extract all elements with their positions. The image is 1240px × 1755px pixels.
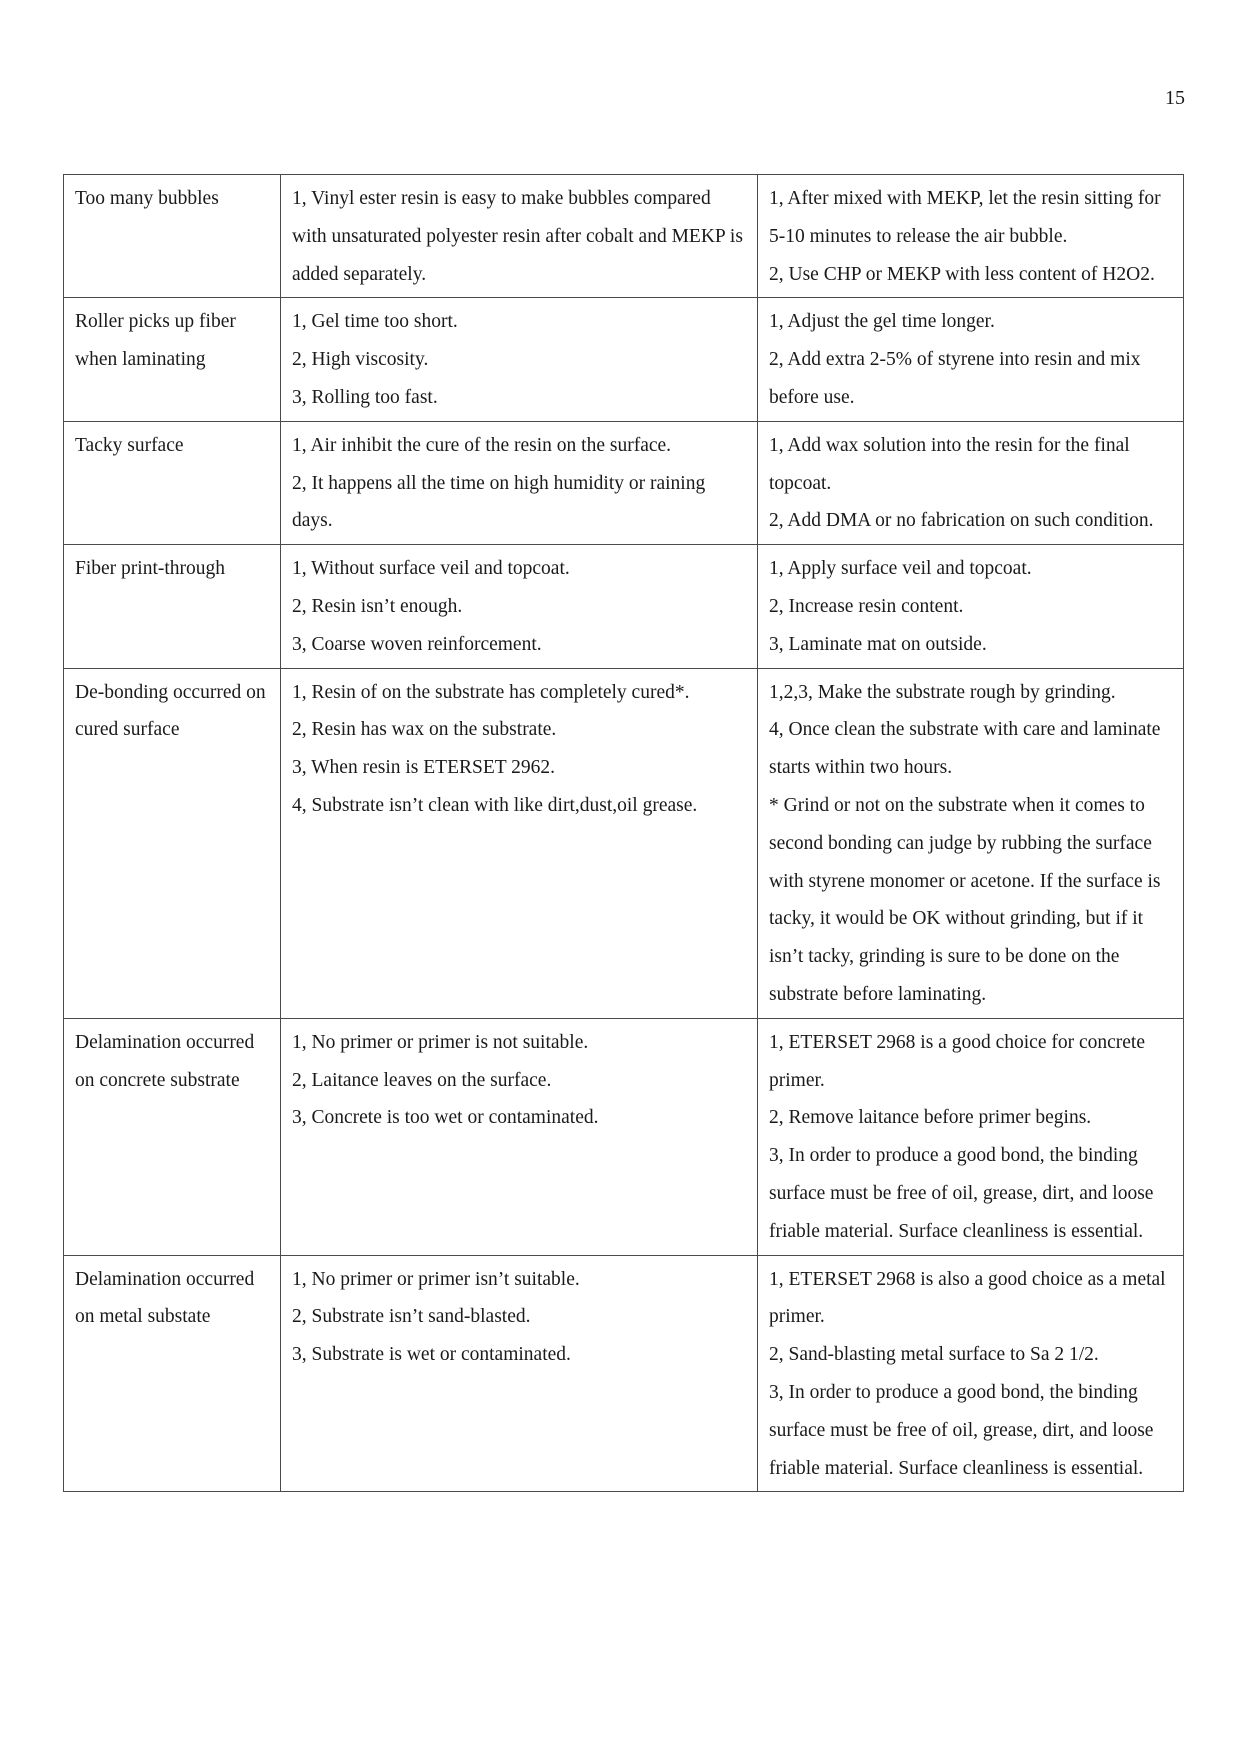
cell-line: 2, Substrate isn’t sand-blasted. (292, 1306, 531, 1328)
cell-line: 1, Without surface veil and topcoat. (292, 558, 570, 580)
cell-line: 2, Add extra 2-5% of styrene into resin and mix before use. (769, 349, 1141, 408)
cell-line: 1, After mixed with MEKP, let the resin sitting for 5-10 minutes to release the air bubble. (769, 188, 1161, 247)
table-row (64, 545, 1184, 668)
cell-line: 2, High viscosity. (292, 349, 429, 371)
cell-line: 3, Laminate mat on outside. (769, 633, 987, 655)
cell-line: 3, In order to produce a good bond, the binding surface must be free of oil, grease, dirt, and loose friable material. Surface cleanliness is essential. (769, 1381, 1154, 1479)
cell-line: 4, Once clean the substrate with care and laminate starts within two hours. (769, 719, 1161, 779)
cell-line: 1, Gel time too short. (292, 311, 458, 333)
table-row (64, 668, 1184, 1018)
problem-cell (64, 421, 281, 544)
solution-cell (758, 175, 1184, 298)
cell-line: De-bonding occurred on cured surface (75, 681, 266, 741)
cell-line: 1, Air inhibit the cure of the resin on the surface. (292, 434, 672, 456)
cell-line: 3, In order to produce a good bond, the binding surface must be free of oil, grease, dirt, and loose friable material. Surface cleanliness is essential. (769, 1145, 1154, 1242)
cause-cell (281, 175, 758, 298)
cell-line: Too many bubbles (75, 188, 219, 209)
table-row (64, 1018, 1184, 1255)
cell-line: 1, Apply surface veil and topcoat. (769, 558, 1032, 580)
cell-line: 2, Use CHP or MEKP with less content of H2O2. (769, 263, 1155, 285)
cell-line: 1, No primer or primer isn’t suitable. (292, 1268, 580, 1290)
solution-cell (758, 668, 1184, 1018)
cell-line: Tacky surface (75, 434, 184, 456)
solution-cell (758, 1018, 1184, 1255)
problem-cell (64, 175, 281, 298)
problem-cell (64, 668, 281, 1018)
table-row (64, 298, 1184, 421)
cell-line: 2, Laitance leaves on the surface. (292, 1069, 552, 1091)
cell-line: 1, Resin of on the substrate has completely cured*. (292, 681, 690, 703)
cause-cell (281, 298, 758, 421)
solution-cell (758, 1255, 1184, 1492)
page-number: 15 (1165, 87, 1185, 109)
cell-line: 1, No primer or primer is not suitable. (292, 1031, 589, 1053)
cell-line: 2, Resin isn’t enough. (292, 595, 463, 617)
cell-line: 1, ETERSET 2968 is a good choice for concrete primer. (769, 1031, 1145, 1091)
cause-cell (281, 545, 758, 668)
cell-line: 1,2,3, Make the substrate rough by grinding. (769, 681, 1116, 703)
problem-cell (64, 1018, 281, 1255)
table-row (64, 421, 1184, 544)
cell-line: Roller picks up fiber when laminating (75, 311, 236, 371)
solution-cell (758, 298, 1184, 421)
cell-line: 1, Adjust the gel time longer. (769, 311, 995, 333)
cell-line: 1, ETERSET 2968 is also a good choice as a metal primer. (769, 1268, 1166, 1328)
cell-line: 3, Substrate is wet or contaminated. (292, 1344, 571, 1366)
problem-cell (64, 1255, 281, 1492)
cell-line: * Grind or not on the substrate when it comes to second bonding can judge by rubbing the surface with styrene monomer or acetone. If the surface is tacky, it would be OK without grinding, but if it isn’t tacky, grinding is sure to be done on the substrate before laminating. (769, 794, 1161, 1005)
cell-line: Delamination occurred on concrete substrate (75, 1031, 255, 1091)
solution-cell (758, 421, 1184, 544)
cell-line: 2, Add DMA or no fabrication on such condition. (769, 510, 1154, 532)
cell-line: 3, Rolling too fast. (292, 386, 438, 408)
cell-line: Fiber print-through (75, 558, 226, 580)
cell-line: 4, Substrate isn’t clean with like dirt,dust,oil grease. (292, 794, 698, 816)
cell-line: 3, Concrete is too wet or contaminated. (292, 1107, 599, 1129)
table-row (64, 175, 1184, 298)
solution-cell (758, 545, 1184, 668)
cell-line: 2, Remove laitance before primer begins. (769, 1107, 1092, 1129)
cell-line: 2, Resin has wax on the substrate. (292, 719, 557, 741)
cell-line: 3, Coarse woven reinforcement. (292, 633, 542, 655)
troubleshooting-table (63, 174, 1184, 1492)
cause-cell (281, 1255, 758, 1492)
cell-line: Delamination occurred on metal substate (75, 1268, 255, 1328)
cause-cell (281, 1018, 758, 1255)
cell-line: 2, Sand-blasting metal surface to Sa 2 1/2. (769, 1344, 1099, 1366)
cell-line: 1, Add wax solution into the resin for the final topcoat. (769, 434, 1130, 494)
cause-cell (281, 668, 758, 1018)
table-body (64, 175, 1184, 1492)
cause-cell (281, 421, 758, 544)
table-row (64, 1255, 1184, 1492)
problem-cell (64, 545, 281, 668)
cell-line: 3, When resin is ETERSET 2962. (292, 757, 556, 779)
problem-cell (64, 298, 281, 421)
cell-line: 2, It happens all the time on high humidity or raining days. (292, 472, 706, 532)
cell-line: 2, Increase resin content. (769, 595, 964, 617)
cell-line: 1, Vinyl ester resin is easy to make bubbles compared with unsaturated polyester resin after cobalt and MEKP is added separately. (292, 188, 743, 285)
